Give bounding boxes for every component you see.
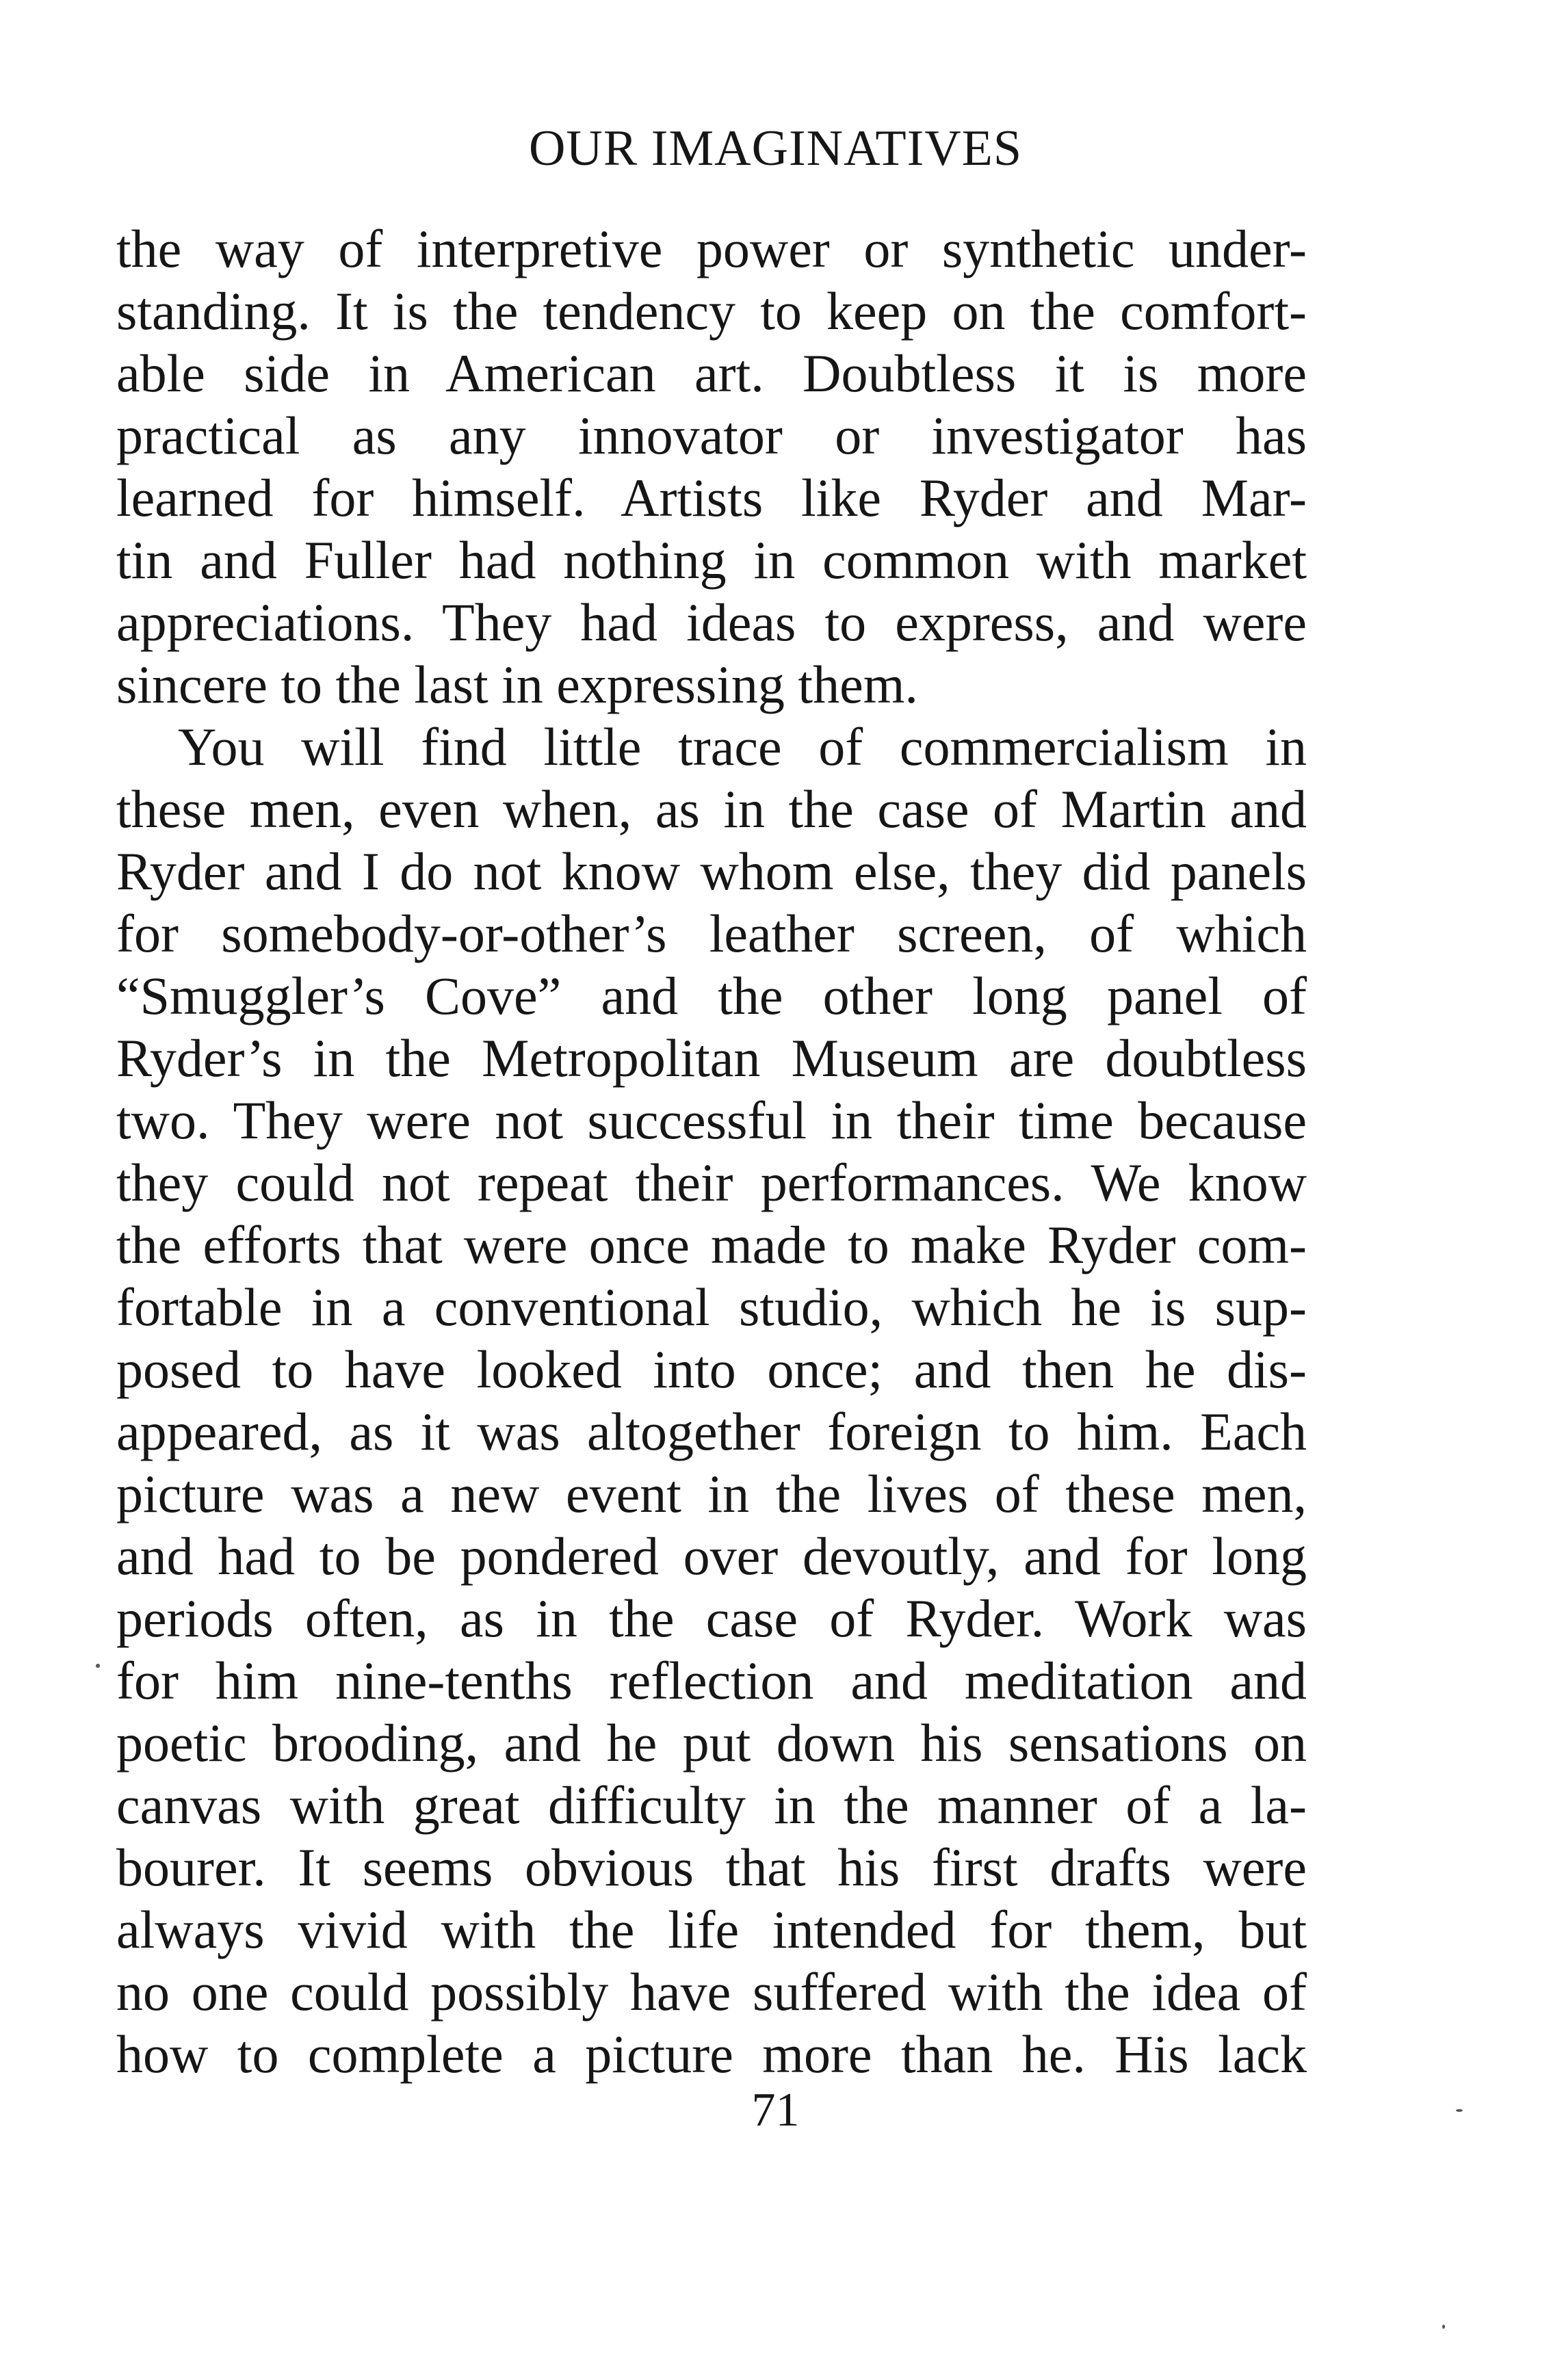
text-line: standing. It is the tendency to keep on the comfort- bbox=[116, 281, 1307, 341]
page-number: 71 bbox=[751, 2084, 800, 2136]
text-line: sincere to the last in expressing them. bbox=[116, 655, 918, 714]
text-line: appeared, as it was altogether foreign to him. Each bbox=[116, 1402, 1307, 1461]
scan-speck bbox=[96, 1664, 100, 1668]
text-line: learned for himself. Artists like Ryder and Mar- bbox=[116, 468, 1307, 527]
scan-speck bbox=[1456, 2109, 1463, 2112]
text-line: practical as any innovator or investigator has bbox=[116, 406, 1307, 465]
text-line: poetic brooding, and he put down his sensations on bbox=[116, 1713, 1307, 1773]
text-line: and had to be pondered over devoutly, and for long bbox=[116, 1526, 1307, 1586]
text-line: “Smuggler’s Cove” and the other long panel of bbox=[116, 966, 1307, 1025]
text-line: Ryder and I do not know whom else, they did panels bbox=[116, 841, 1307, 901]
text-line: these men, even when, as in the case of Martin and bbox=[116, 779, 1307, 839]
text-line: two. They were not successful in their time because bbox=[116, 1090, 1307, 1150]
text-line: no one could possibly have suffered with the idea of bbox=[116, 1962, 1307, 2022]
text-line: the way of interpretive power or synthetic under- bbox=[116, 219, 1307, 278]
text-line: posed to have looked into once; and then he dis- bbox=[116, 1339, 1307, 1399]
text-line: You will find little trace of commercialism in bbox=[178, 717, 1307, 776]
running-head: OUR IMAGINATIVES bbox=[528, 120, 1023, 176]
paragraph-2 bbox=[116, 716, 1307, 2085]
text-line: they could not repeat their performances. We know bbox=[116, 1153, 1307, 1212]
text-line: Ryder’s in the Metropolitan Museum are doubtless bbox=[116, 1028, 1307, 1088]
text-line: picture was a new event in the lives of these men, bbox=[116, 1464, 1307, 1524]
text-line: able side in American art. Doubtless it is more bbox=[116, 343, 1307, 403]
text-line: the efforts that were once made to make Ryder com- bbox=[116, 1215, 1307, 1274]
text-line: bourer. It seems obvious that his first drafts were bbox=[116, 1838, 1307, 1897]
paragraph-1 bbox=[116, 218, 1307, 716]
text-line: canvas with great difficulty in the manner of a la- bbox=[116, 1775, 1307, 1835]
text-line: for somebody-or-other’s leather screen, of which bbox=[116, 904, 1307, 963]
text-line: appreciations. They had ideas to express, and were bbox=[116, 592, 1307, 652]
text-line: tin and Fuller had nothing in common with market bbox=[116, 530, 1307, 590]
text-line: periods often, as in the case of Ryder. Work was bbox=[116, 1588, 1307, 1648]
text-line: fortable in a conventional studio, which he is sup- bbox=[116, 1277, 1307, 1337]
text-line: for him nine-tenths reflection and meditation and bbox=[116, 1651, 1307, 1710]
text-line: how to complete a picture more than he. His lack bbox=[116, 2024, 1307, 2084]
text-line: always vivid with the life intended for them, but bbox=[116, 1900, 1307, 1959]
scan-speck bbox=[1442, 2325, 1445, 2329]
